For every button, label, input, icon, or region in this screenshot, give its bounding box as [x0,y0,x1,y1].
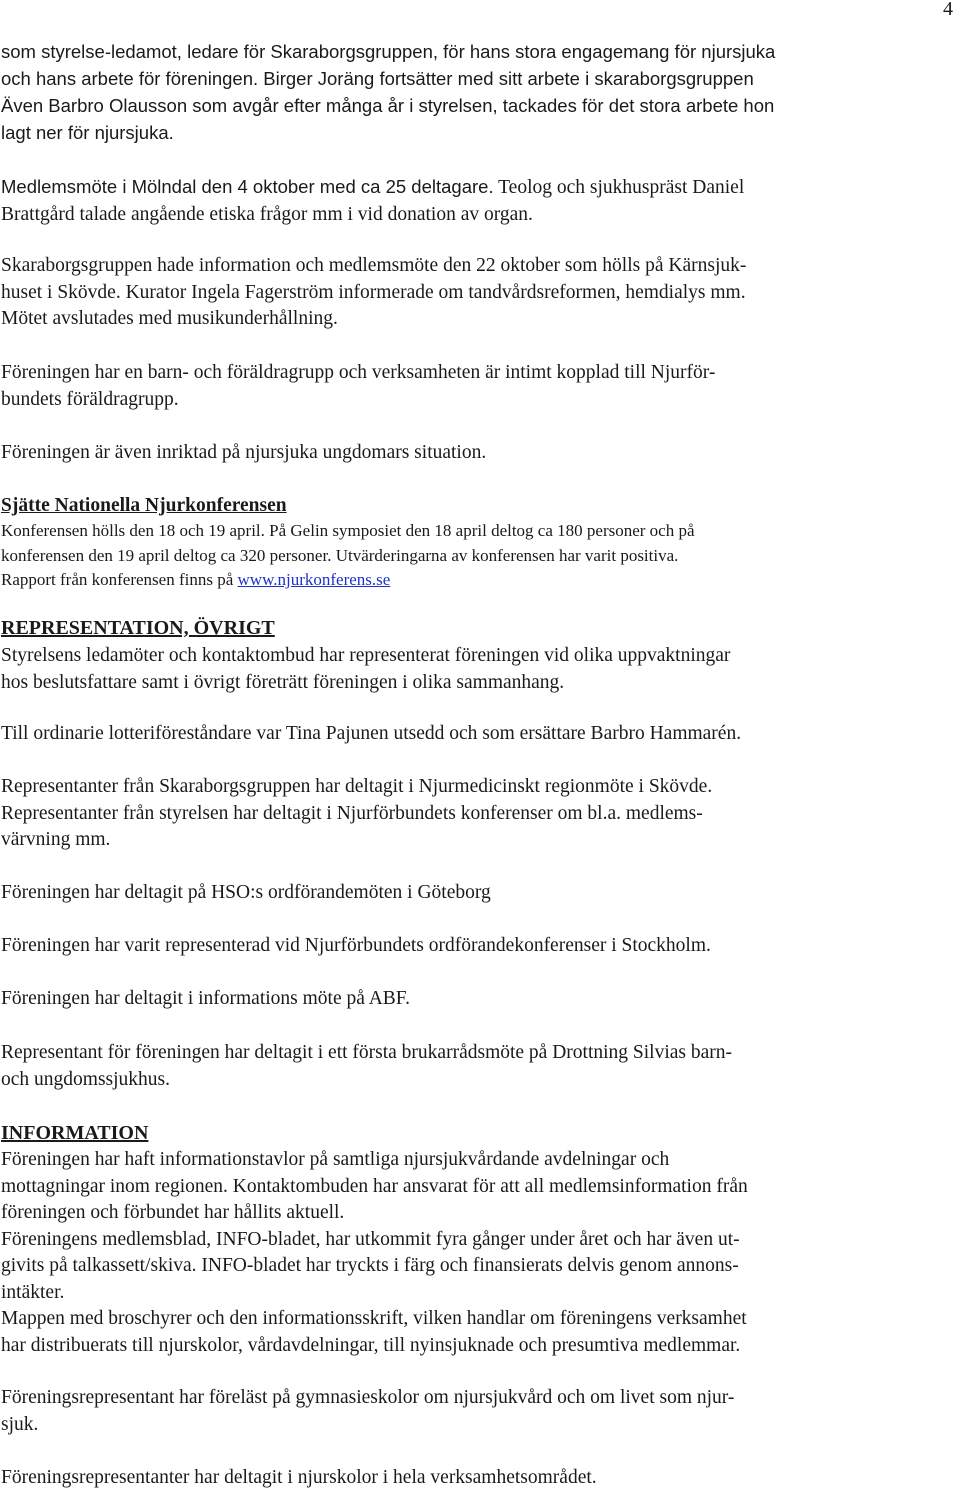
paragraph-conference [1,519,926,593]
page-number: 4 [943,0,953,20]
paragraph-representation-4: Föreningen har deltagit på HSO:s ordförandemöten i Göteborg [1,882,491,903]
heading-information: INFORMATION [1,1122,149,1144]
paragraph-board-thanks: som styrelse-ledamot, ledare för Skaraborgsgruppen, för hans stora engagemang för njursjuka och hans arbete för föreningen. Birger Joräng fortsätter med sitt arbete i skaraborgsgruppen Även Barbro Olausson som avgår efter många år i styrelsen, tackades för det stora arbete hon lagt ner för njursjuka. [1,41,776,143]
paragraph-representation-7: Representant för föreningen har deltagit i ett första brukarrådsmöte på Drottning Silvias barn- och ungdomssjukhus. [1,1042,733,1090]
paragraph-information-3: Föreningsrepresentanter har deltagit i njurskolor i hela verksamhetsområdet. [1,1467,597,1488]
paragraph-representation-5: Föreningen har varit representerad vid Njurförbundets ordförandekonferenser i Stockholm. [1,935,711,956]
conference-link[interactable]: www.njurkonferens.se [237,570,391,589]
heading-representation: REPRESENTATION, ÖVRIGT [1,617,275,639]
paragraph-skaraborg-meeting: Skaraborgsgruppen hade information och medlemsmöte den 22 oktober som hölls på Kärnsjuk- huset i Skövde. Kurator Ingela Fagerström informerade om tandvårdsreformen, hemdialys mm. Mötet avslutades med musikunderhållning. [1,255,747,329]
paragraph-molndal-meeting [1,173,926,228]
paragraph-representation-1: Styrelsens ledamöter och kontaktombud har representerat föreningen vid olika uppvaktningar hos beslutsfattare samt i övrigt företrätt föreningen i olika sammanhang. [1,645,731,693]
heading-conference: Sjätte Nationella Njurkonferensen [1,495,287,516]
paragraph-representation-6: Föreningen har deltagit i informations möte på ABF. [1,988,410,1009]
conference-text: Konferensen hölls den 18 och 19 april. På Gelin symposiet den 18 april deltog ca 180 personer och på konferensen den 19 april deltog ca 320 personer. Utvärderingarna av konferensen har varit positiva. Rapport från konferensen finns på [1,521,695,589]
paragraph-information-1: Föreningen har haft informationstavlor på samtliga njursjukvårdande avdelningar och mottagningar inom regionen. Kontaktombuden har ansvarat för att all medlemsinformation från föreningen och förbundet har hållits aktuell. Föreningens medlemsblad, INFO-bladet, har utkommit fyra gånger under året och har även ut- givits på talkassett/skiva. INFO-bladet har tryckts i färg och finansierats delvis genom annons- intäkter. Mappen med broschyrer och den informationsskrift, vilken handlar om föreningens verksamhet har distribuerats till njurskolor, vårdavdelningar, till nyinsjuknade och presumtiva medlemmar. [1,1149,748,1356]
paragraph-representation-2: Till ordinarie lotteriföreståndare var Tina Pajunen utsedd och som ersättare Barbro Hammarén. [1,723,742,744]
paragraph-youth: Föreningen är även inriktad på njursjuka ungdomars situation. [1,442,487,463]
paragraph-parent-group: Föreningen har en barn- och föräldragrupp och verksamheten är intimt kopplad till Njurför- bundets föräldragrupp. [1,362,716,410]
paragraph-representation-3: Representanter från Skaraborgsgruppen har deltagit i Njurmedicinskt regionmöte i Skövde. Representanter från styrelsen har deltagit i Njurförbundets konferenser om bl.a. medlems- värvning mm. [1,776,713,850]
molndal-meeting-serif-text: Teolog och sjukhuspräst Daniel Brattgård talade angående etiska frågor mm i vid donation av organ. [1,177,745,225]
paragraph-information-2: Föreningsrepresentant har föreläst på gymnasieskolor om njursjukvård och om livet som njur- sjuk. [1,1387,735,1435]
molndal-meeting-sans-text: Medlemsmöte i Mölndal den 4 oktober med ca 25 deltagare. [1,176,494,197]
